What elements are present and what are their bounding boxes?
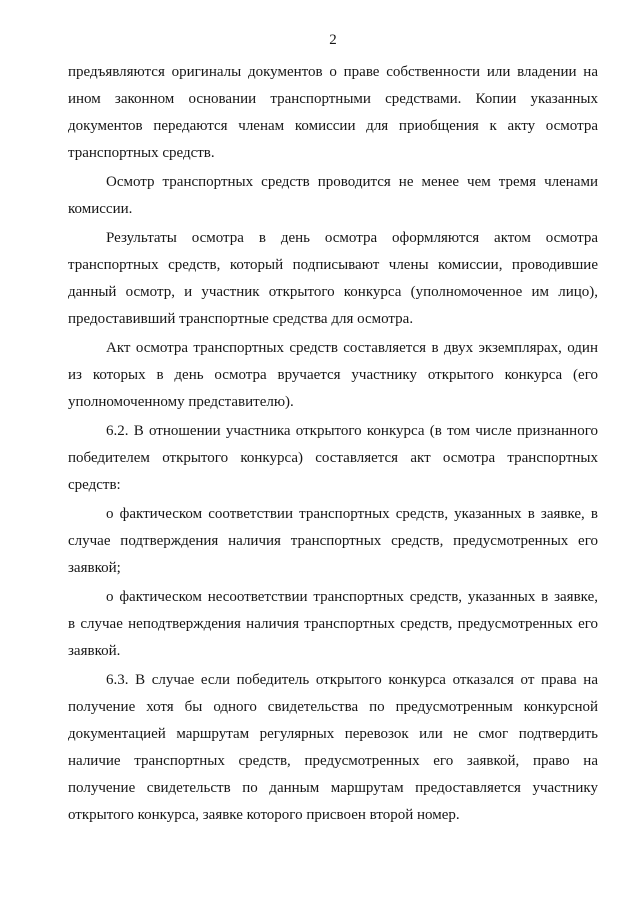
paragraph bbox=[68, 225, 598, 333]
text-line: комиссии. bbox=[68, 201, 133, 217]
text-line: документов передаются членам комиссии для приобщения к акту осмотра bbox=[68, 118, 598, 134]
text-line: Осмотр транспортных средств проводится не менее чем тремя членами bbox=[106, 174, 598, 190]
text-line: транспортных средств. bbox=[68, 145, 215, 161]
paragraph bbox=[68, 59, 598, 167]
document-body bbox=[68, 59, 598, 829]
text-line: Результаты осмотра в день осмотра оформляются актом осмотра bbox=[106, 230, 598, 246]
text-line: 6.2. В отношении участника открытого конкурса (в том числе признанного bbox=[106, 423, 598, 439]
text-line: получение свидетельств по данным маршрутам предоставляется участнику bbox=[68, 780, 598, 796]
text-line: в случае неподтверждения наличия транспортных средств, предусмотренных его bbox=[68, 616, 598, 632]
list-item-paragraph bbox=[68, 584, 598, 665]
text-line: победителем открытого конкурса) составляется акт осмотра транспортных bbox=[68, 450, 598, 466]
text-line: наличие транспортных средств, предусмотренных его заявкой, право на bbox=[68, 753, 598, 769]
paragraph bbox=[68, 169, 598, 223]
page-number: 2 bbox=[329, 32, 337, 48]
section-6-3-paragraph bbox=[68, 667, 598, 829]
list-item-paragraph bbox=[68, 501, 598, 582]
text-line: о фактическом несоответствии транспортных средств, указанных в заявке, bbox=[106, 589, 598, 605]
text-line: уполномоченному представителю). bbox=[68, 394, 294, 410]
text-line: предъявляются оригиналы документов о праве собственности или владении на bbox=[68, 64, 598, 80]
paragraph bbox=[68, 335, 598, 416]
text-line: заявкой; bbox=[68, 560, 121, 576]
text-line: из которых в день осмотра вручается участнику открытого конкурса (его bbox=[68, 367, 598, 383]
section-6-2-paragraph bbox=[68, 418, 598, 499]
text-line: получение хотя бы одного свидетельства по предусмотренным конкурсной bbox=[68, 699, 598, 715]
text-line: 6.3. В случае если победитель открытого конкурса отказался от права на bbox=[106, 672, 598, 688]
text-line: предоставивший транспортные средства для осмотра. bbox=[68, 311, 414, 327]
text-line: документацией маршрутам регулярных перевозок или не смог подтвердить bbox=[68, 726, 598, 742]
text-line: случае подтверждения наличия транспортных средств, предусмотренных его bbox=[68, 533, 598, 549]
text-line: ином законном основании транспортными средствами. Копии указанных bbox=[68, 91, 598, 107]
text-line: открытого конкурса, заявке которого присвоен второй номер. bbox=[68, 807, 460, 823]
text-line: заявкой. bbox=[68, 643, 121, 659]
text-line: о фактическом соответствии транспортных средств, указанных в заявке, в bbox=[106, 506, 598, 522]
text-line: Акт осмотра транспортных средств составляется в двух экземплярах, один bbox=[106, 340, 598, 356]
text-line: данный осмотр, и участник открытого конкурса (уполномоченное им лицо), bbox=[68, 284, 598, 300]
text-line: средств: bbox=[68, 477, 121, 493]
text-line: транспортных средств, который подписывают члены комиссии, проводившие bbox=[68, 257, 598, 273]
